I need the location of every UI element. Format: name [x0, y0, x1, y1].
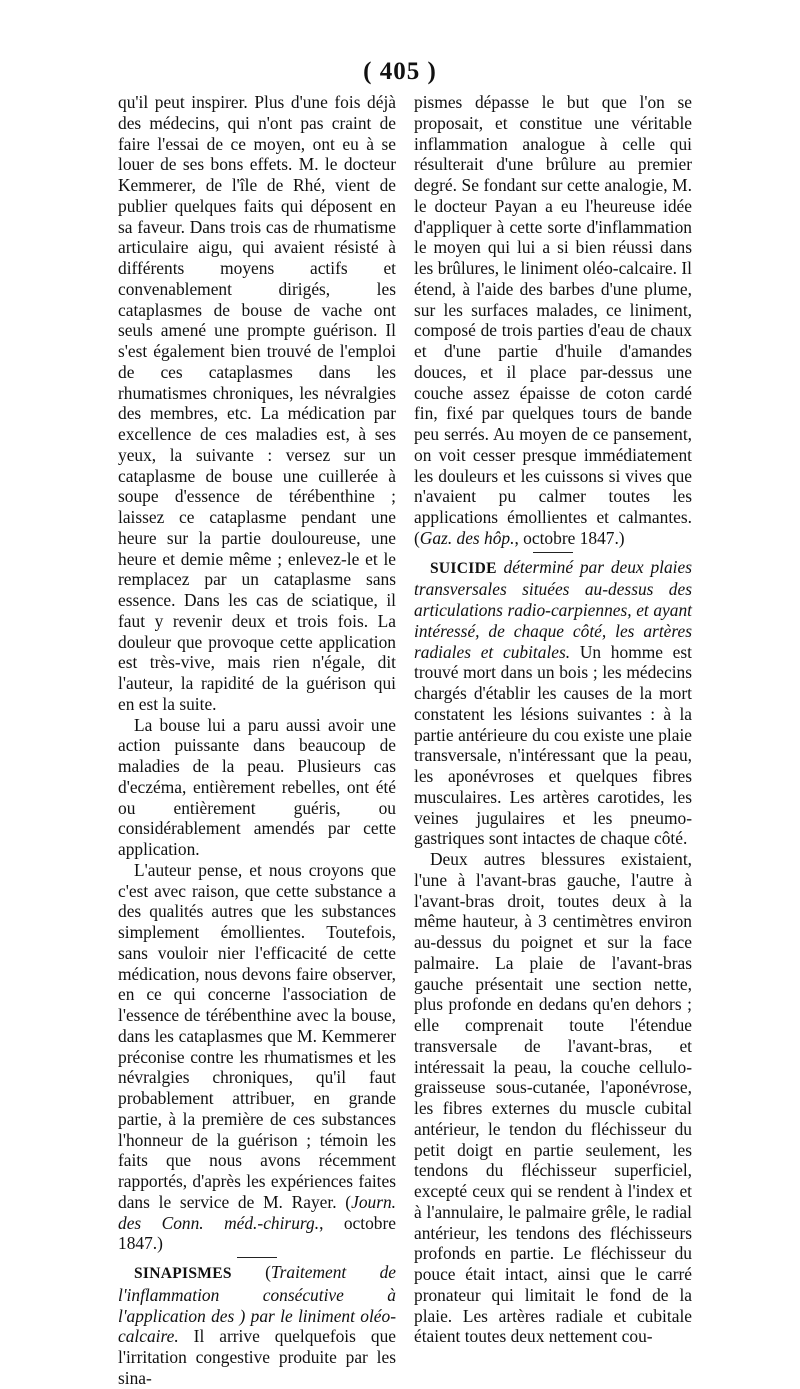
liniment-text: pismes dépasse le but que l'on se proposait, et constitue une véritable inflammation analogue à celle qui résulterait d'une brûlure au premier degré. Se fondant sur cette analogie, M. le docteur Payan a eu l'heureuse idée d'appliquer à cette sorte d'inflammation le moyen qui lui a si bien réussi dans les brûlures, le liniment oléo-calcaire. Il étend, à l'aide des barbes d'une plume, sur les surfaces malades, ce liniment, composé de trois parties d'eau de chaux et d'une partie d'huile d'amandes douces, et il place par-dessus une couche assez épaisse de coton cardé fin, fixé par quelques tours de bande peu serrés. Au moyen de ce pansement, on voit cesser presque immédiatement les douleurs et les cuissons si vives que n'avaient pu calmer toutes les applications émollientes et calmantes. [414, 92, 692, 527]
ref-close: , octobre 1847.) [514, 527, 625, 548]
right-column [414, 92, 692, 1347]
ref-open: ( [414, 527, 420, 548]
sinapismes-text: Il arrive quelquefois que l'irritation congestive produite par les sina- [118, 1326, 396, 1388]
sinapismes-title: Traitement de l'inflammation consécutive à l'application des ) par le liniment oléo-calcaire. [118, 1262, 397, 1347]
paragraph-suicide [414, 557, 692, 850]
left-column [118, 92, 396, 1389]
page-number: ( 405 ) [363, 58, 437, 85]
journal-reference: Journ. des Conn. méd.-chirurg. [118, 1191, 397, 1233]
ref-open: ( [336, 1191, 352, 1212]
suicide-text: Un homme est trouvé mort dans un bois ; les médecins chargés d'établir les causes de la mort constatent les lésions suivantes : à la partie antérieure du cou existe une plaie transversale, n'intéressant que la peau, les aponévroses et quelques fibres musculaires. Les artères carotides, les veines jugulaires et les pneumo-gastriques sont intactes de chaque côté. [414, 641, 693, 849]
sinapismes-paren: ( [231, 1262, 271, 1282]
ref-close: , octobre 1847.) [118, 1212, 397, 1254]
paragraph-liniment [414, 92, 692, 549]
separator-rule [237, 1257, 277, 1258]
suicide-title: déterminé par deux plaies transversales situées au-dessus des articulations radio-carpiennes, et ayant intéressé, de chaque côté, les artères radiales et cubitales. [414, 556, 692, 662]
suicide-heading: SUICIDE [430, 559, 497, 577]
sinapismes-heading: SINAPISMES [134, 1265, 232, 1282]
gazette-reference: Gaz. des hôp. [419, 527, 515, 548]
paragraph-bouse-skin: La bouse lui a paru aussi avoir une action puissante dans beaucoup de maladies de la peau. Plusieurs cas d'eczéma, entièrement rebelles, ont été ou entièrement guéris, ou considérablement amendés par cette application. [118, 714, 396, 859]
paragraph-author-opinion [118, 860, 396, 1254]
paragraph-sinapismes [118, 1262, 396, 1389]
paragraph-wounds: Deux autres blessures existaient, l'une à l'avant-bras gauche, l'autre à l'avant-bras droit, toutes deux à la même hauteur, à 3 centimètres environ au-dessus du poignet et sur la face palmaire. La plaie de l'avant-bras gauche présentait une section nette, plus profonde en dedans qu'en dehors ; elle comprenait toute l'étendue transversale de l'avant-bras, et intéressait la peau, la couche cellulo-graisseuse sous-cutanée, l'aponévrose, les fibres externes du muscle cubital antérieur, le tendon du fléchisseur du petit doigt en partie seulement, les tendons du fléchisseur superficiel, excepté ceux qui se rendent à l'index et à l'annulaire, le palmaire grêle, le radial antérieur, les tendons des fléchisseurs profonds en partie. Le fléchisseur du pouce était intact, ainsi que le carré pronateur qui limitait le fond de la plaie. Les artères radiale et cubitale étaient toutes deux nettement cou- [414, 849, 692, 1347]
separator-rule [533, 552, 573, 553]
author-opinion-text: L'auteur pense, et nous croyons que c'est avec raison, que cette substance a des qualités autres que les substances simplement émollientes. Toutefois, sans vouloir nier l'efficacité de cette médication, nous devons faire observer, en ce qui concerne l'association de l'essence de térébenthine avec la bouse, dans les cataplasmes que M. Kemmerer préconise contre les rhumatismes et les névralgies chroniques, qu'il faut probablement attribuer, en grande partie, à la première de ces substances l'honneur de la guérison ; témoin les faits que nous avons récemment rapportés, d'après les expériences faites dans le service de M. Rayer. [118, 859, 396, 1212]
paragraph-bouse-intro: qu'il peut inspirer. Plus d'une fois déjà des médecins, qui n'ont pas craint de faire l'essai de ce moyen, ont eu à se louer de ses bons effets. M. le docteur Kemmerer, de l'île de Rhé, vient de publier quelques faits qui déposent en sa faveur. Dans trois cas de rhumatisme articulaire aigu, qui avaient résisté à différents moyens actifs et convenablement dirigés, les cataplasmes de bouse de vache ont seuls amené une prompte guérison. Il s'est également bien trouvé de l'emploi de ces cataplasmes dans les rhumatismes chroniques, les névralgies des membres, etc. La médication par excellence de ces maladies est, à ses yeux, la suivante : versez sur un cataplasme de bouse une cuillerée à soupe d'essence de térébenthine ; laissez ce cataplasme pendant une heure sur la partie douloureuse, une heure et demie même ; enlevez-le et le remplacez par un cataplasme sans essence. Dans les cas de sciatique, il faut y revenir deux et trois fois. La douleur que provoque cette application est très-vive, mais rien n'égale, dit l'auteur, la rapidité de la guérison qui en est la suite. [118, 92, 396, 714]
